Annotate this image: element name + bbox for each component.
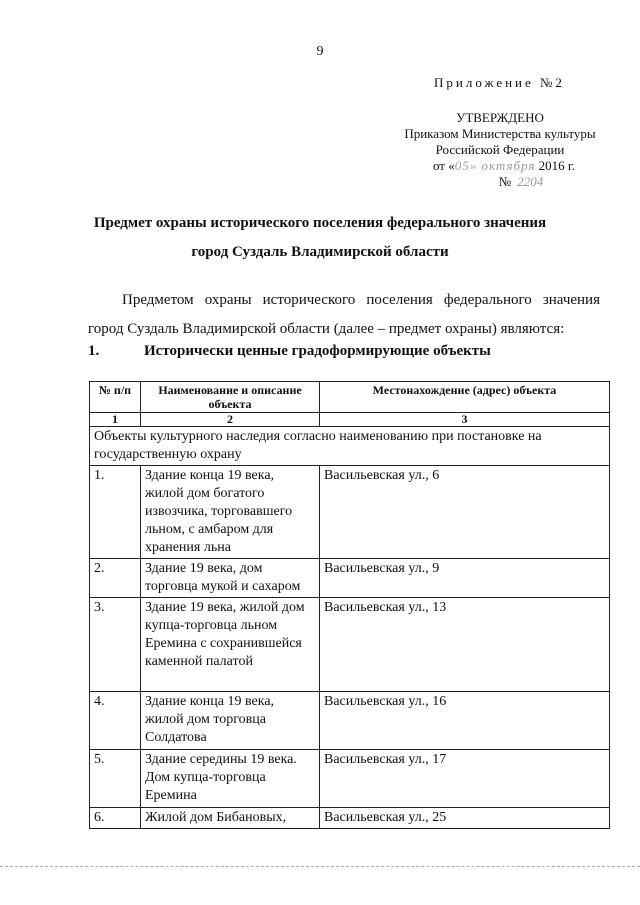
group-row <box>90 427 610 466</box>
intro-line-1: Предметом охраны исторического поселения федерального значения <box>122 292 600 308</box>
date-prefix: от « <box>432 158 455 173</box>
approval-order-line: Приказом Министерства культуры <box>404 126 596 141</box>
row-address: Васильевская ул., 17 <box>320 750 610 808</box>
table-row <box>90 750 610 808</box>
table-row <box>90 598 610 692</box>
approval-heading: УТВЕРЖДЕНО <box>456 110 544 125</box>
row-num: 4. <box>90 692 141 750</box>
row-num: 3. <box>90 598 141 692</box>
title-line-2: город Суздаль Владимирской области <box>191 244 449 260</box>
approval-date-line <box>388 158 620 174</box>
approval-number-line <box>380 174 620 190</box>
table-row <box>90 466 610 559</box>
row-name: Здание середины 19 века. Дом купца-торговца Еремина <box>141 750 320 808</box>
appendix-label: Приложение №2 <box>434 75 565 90</box>
objects-table <box>89 381 610 829</box>
row-num: 5. <box>90 750 141 808</box>
row-name: Здание конца 19 века, жилой дом богатого извозчика, торговавшего льном, с амбаром для хранения льна <box>141 466 320 559</box>
document-title <box>0 209 640 267</box>
intro-paragraph <box>88 286 600 344</box>
index-cell: 2 <box>141 413 320 427</box>
row-name: Здание 19 века, жилой дом купца-торговца льном Еремина с сохранившейся каменной палатой <box>141 598 320 692</box>
row-num: 6. <box>90 808 141 829</box>
header-name: Наименование и описание объекта <box>141 382 320 413</box>
row-name: Здание конца 19 века, жилой дом торговца Солдатова <box>141 692 320 750</box>
row-name: Здание 19 века, дом торговца мукой и сахаром <box>141 559 320 598</box>
approval-block <box>380 110 620 190</box>
intro-line-2: город Суздаль Владимирской области (далее – предмет охраны) являются: <box>88 321 565 337</box>
table-row <box>90 559 610 598</box>
section-number: 1. <box>88 343 100 359</box>
column-index-row <box>90 413 610 427</box>
group-title: Объекты культурного наследия согласно наименованию при постановке на государственную охрану <box>90 427 610 466</box>
row-address: Васильевская ул., 13 <box>320 598 610 692</box>
section-heading <box>88 343 491 360</box>
index-cell: 1 <box>90 413 141 427</box>
row-num: 1. <box>90 466 141 559</box>
handwritten-number: 2204 <box>517 174 544 189</box>
approval-federation-line: Российской Федерации <box>435 142 565 157</box>
handwritten-date: 05» октября <box>454 158 536 173</box>
row-num: 2. <box>90 559 141 598</box>
index-cell: 3 <box>320 413 610 427</box>
row-address: Васильевская ул., 9 <box>320 559 610 598</box>
section-title: Исторически ценные градоформирующие объекты <box>144 343 491 359</box>
header-num: № п/п <box>90 382 141 413</box>
row-address: Васильевская ул., 25 <box>320 808 610 829</box>
table-header-row <box>90 382 610 413</box>
bottom-edge-rule <box>0 866 640 867</box>
date-year: 2016 г. <box>538 158 576 173</box>
title-line-1: Предмет охраны исторического поселения федерального значения <box>93 215 547 231</box>
page-number: 9 <box>316 44 324 59</box>
row-address: Васильевская ул., 16 <box>320 692 610 750</box>
table-row <box>90 692 610 750</box>
header-address: Местонахождение (адрес) объекта <box>320 382 610 413</box>
number-label: № <box>498 174 512 189</box>
row-name: Жилой дом Бибановых, <box>141 808 320 829</box>
table-row <box>90 808 610 829</box>
row-address: Васильевская ул., 6 <box>320 466 610 559</box>
